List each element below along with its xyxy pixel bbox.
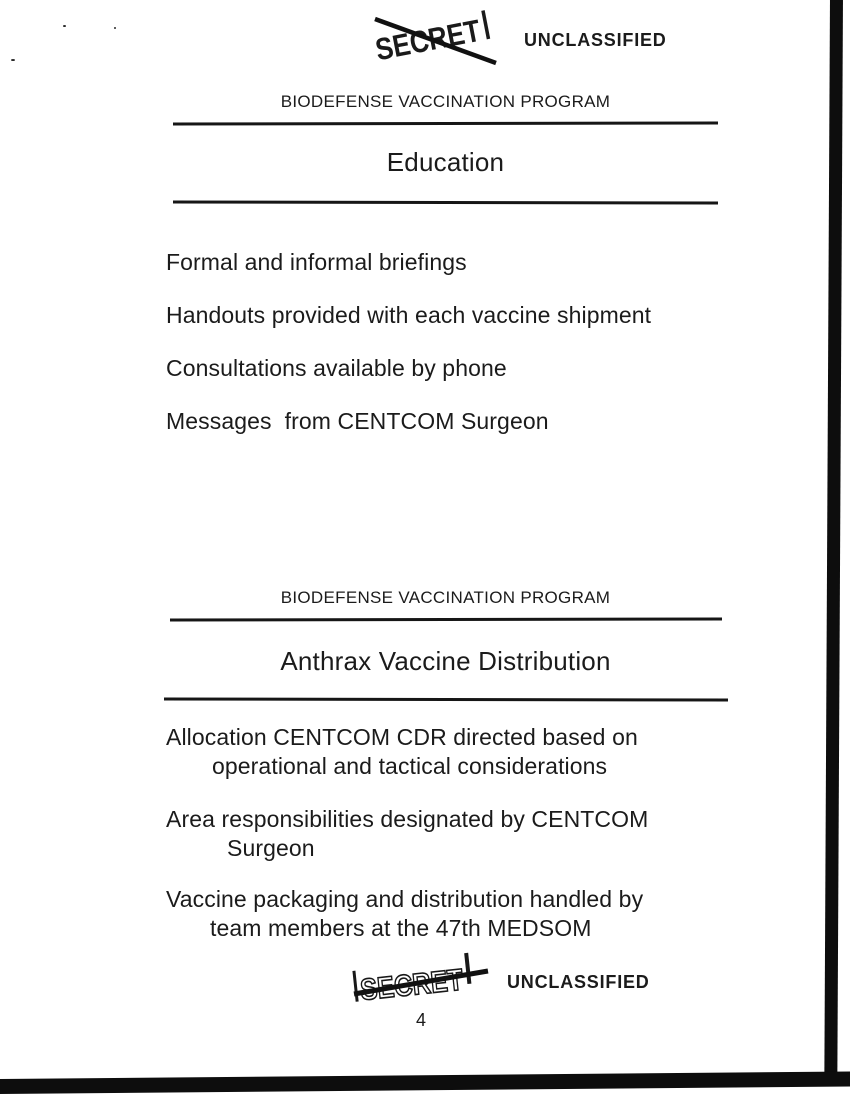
scan-speck: [63, 25, 66, 27]
program-header: BIODEFENSE VACCINATION PROGRAM: [280, 588, 611, 607]
bullet-line-continuation: operational and tactical considerations: [212, 753, 608, 779]
section-title: Education: [386, 147, 505, 177]
secret-stamp-text: SECRET: [372, 9, 503, 68]
horizontal-rule: [173, 201, 718, 205]
scan-speck: [11, 59, 15, 61]
classification-label-bottom: UNCLASSIFIED: [507, 972, 650, 992]
secret-stamp-icon: [365, 6, 510, 76]
page-number: 4: [416, 1010, 427, 1030]
bullet-line: Allocation CENTCOM CDR directed based on: [166, 724, 638, 750]
bullet-line: Handouts provided with each vaccine shipment: [166, 302, 652, 328]
bullet-line-continuation: team members at the 47th MEDSOM: [210, 915, 592, 941]
horizontal-rule: [170, 618, 722, 622]
section-title: Anthrax Vaccine Distribution: [280, 646, 611, 676]
bullet-line: Messages from CENTCOM Surgeon: [166, 408, 549, 434]
classification-label-top: UNCLASSIFIED: [524, 30, 667, 50]
bullet-line-continuation: Surgeon: [227, 835, 315, 861]
scan-artifact-right-bar: [824, 0, 843, 1086]
bullet-line: Consultations available by phone: [166, 355, 507, 381]
program-header: BIODEFENSE VACCINATION PROGRAM: [280, 92, 611, 111]
horizontal-rule: [164, 698, 728, 702]
stamp-border-mark: [352, 971, 358, 1002]
scan-speck: [114, 27, 116, 29]
bullet-line: Vaccine packaging and distribution handled by: [166, 886, 644, 912]
scan-artifact-bottom-bar: [0, 1071, 850, 1094]
bullet-line: Formal and informal briefings: [166, 249, 467, 275]
stamp-border-mark: [464, 953, 471, 984]
bullet-line: Area responsibilities designated by CENTCOM: [166, 806, 649, 832]
stamp-border-mark: [481, 10, 490, 39]
horizontal-rule: [173, 122, 718, 126]
